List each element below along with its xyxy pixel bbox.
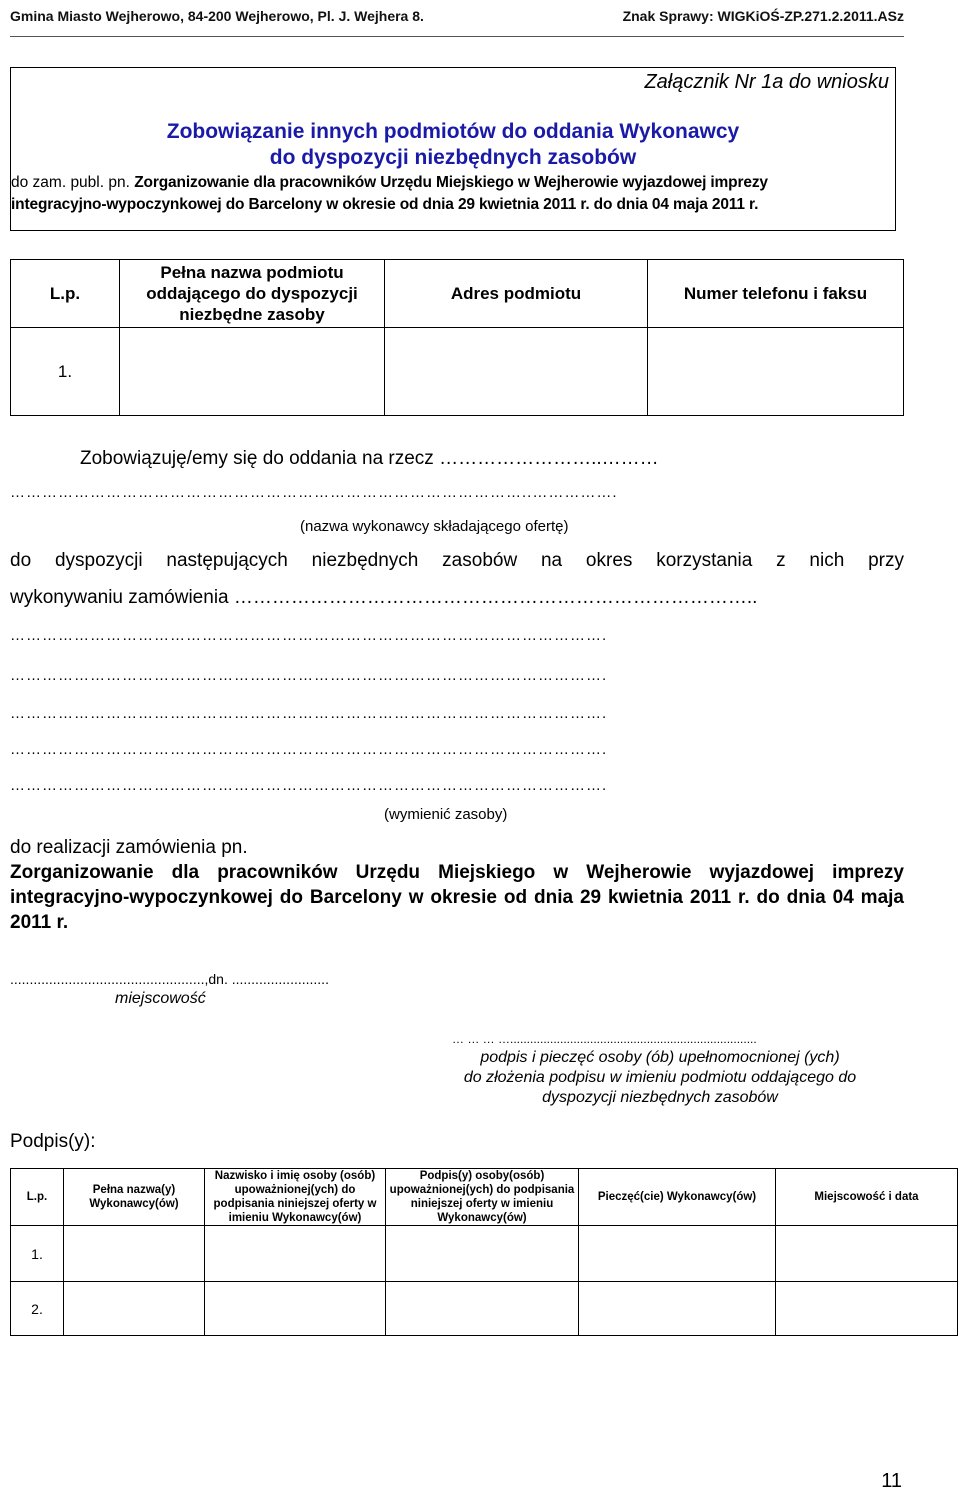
realization-label: do realizacji zamówienia pn. bbox=[10, 837, 248, 858]
resource-line[interactable]: …………………………………………………………………………………………………. bbox=[10, 627, 608, 644]
entity-table bbox=[10, 259, 904, 416]
document-title: Zobowiązanie innych podmiotów do oddania Wykonawcy bbox=[166, 120, 740, 143]
cell-stamp[interactable] bbox=[579, 1282, 776, 1336]
cell-entity-name[interactable] bbox=[120, 328, 385, 416]
cell-place-date[interactable] bbox=[776, 1226, 958, 1282]
resources-paragraph: do dyspozycji następujących niezbędnych zasobów na okres korzystania z nich przy bbox=[10, 550, 904, 571]
signature-line[interactable]: … … … ….......................................................................... bbox=[452, 1032, 757, 1046]
cell-contractor[interactable] bbox=[64, 1226, 205, 1282]
col-place-date: Miejscowość i data bbox=[776, 1169, 958, 1226]
cell-phone-fax[interactable] bbox=[648, 328, 904, 416]
contractor-name-line[interactable]: ……………………………………………………………………………………..……………. bbox=[10, 484, 618, 501]
commitment-line: Zobowiązuję/emy się do oddania na rzecz ……………………..……… bbox=[80, 448, 659, 469]
cell-place-date[interactable] bbox=[776, 1282, 958, 1336]
cell-lp: 1. bbox=[11, 1226, 64, 1282]
signature-caption: podpis i pieczęć osoby (ób) upełnomocnionej (ych) do złożenia podpisu w imieniu podmiotu oddającego do dyspozycji niezbędnych zasobów bbox=[463, 1049, 857, 1106]
resource-line[interactable]: …………………………………………………………………………………………………. bbox=[10, 777, 608, 794]
title-box bbox=[10, 67, 896, 231]
col-entity-name: Pełna nazwa podmiotu oddającego do dyspozycji niezbędne zasoby bbox=[120, 260, 385, 328]
header-institution: Gmina Miasto Wejherowo, 84-200 Wejherowo, Pl. J. Wejhera 8. bbox=[10, 8, 424, 24]
table-row bbox=[11, 1282, 958, 1336]
col-signatures: Podpis(y) osoby(osób) upoważnionej(ych) do podpisania niniejszej oferty w imieniu Wykonawcy(ów) bbox=[386, 1169, 579, 1226]
annex-label: Załącznik Nr 1a do wniosku bbox=[644, 71, 889, 93]
reference-subject-line2: integracyjno-wypoczynkowej do Barcelony w okresie od dnia 29 kwietnia 2011 r. do dnia 04 maja 2011 r. bbox=[11, 196, 759, 213]
cell-address[interactable] bbox=[385, 328, 648, 416]
signatures-table bbox=[10, 1168, 958, 1336]
resource-line[interactable]: …………………………………………………………………………………………………. bbox=[10, 667, 608, 684]
header-divider bbox=[10, 36, 904, 37]
cell-signature[interactable] bbox=[386, 1282, 579, 1336]
cell-stamp[interactable] bbox=[579, 1226, 776, 1282]
document-title-line2: do dyspozycji niezbędnych zasobów bbox=[269, 146, 637, 169]
header-case-number: Znak Sprawy: WIGKiOŚ-ZP.271.2.2011.ASz bbox=[622, 8, 904, 24]
place-label: miejscowość bbox=[115, 990, 206, 1007]
place-date-line[interactable]: ..................................................,dn. ......................... bbox=[10, 971, 329, 987]
resources-hint: (wymienić zasoby) bbox=[384, 806, 508, 823]
cell-lp: 1. bbox=[11, 328, 120, 416]
signatures-label: Podpis(y): bbox=[10, 1131, 96, 1152]
col-lp: L.p. bbox=[11, 1169, 64, 1226]
contractor-hint: (nazwa wykonawcy składającego ofertę) bbox=[300, 518, 569, 535]
page-number: 11 bbox=[881, 1470, 902, 1492]
procurement-reference bbox=[11, 174, 768, 192]
col-contractor-name: Pełna nazwa(y) Wykonawcy(ów) bbox=[64, 1169, 205, 1226]
col-authorized-person: Nazwisko i imię osoby (osób) upoważnionej(ych) do podpisania niniejszej oferty w imieniu Wykonawcy(ów) bbox=[205, 1169, 386, 1226]
col-stamps: Pieczęć(cie) Wykonawcy(ów) bbox=[579, 1169, 776, 1226]
resources-paragraph-cont: wykonywaniu zamówienia ……………………………………………………………………….. bbox=[10, 587, 758, 608]
col-address: Adres podmiotu bbox=[385, 260, 648, 328]
col-lp: L.p. bbox=[11, 260, 120, 328]
cell-contractor[interactable] bbox=[64, 1282, 205, 1336]
cell-person[interactable] bbox=[205, 1282, 386, 1336]
cell-signature[interactable] bbox=[386, 1226, 579, 1282]
cell-person[interactable] bbox=[205, 1226, 386, 1282]
cell-lp: 2. bbox=[11, 1282, 64, 1336]
reference-prefix: do zam. publ. pn. bbox=[11, 174, 135, 191]
table-row bbox=[11, 328, 904, 416]
resource-line[interactable]: …………………………………………………………………………………………………. bbox=[10, 705, 608, 722]
order-subject: Zorganizowanie dla pracowników Urzędu Miejskiego w Wejherowie wyjazdowej imprezy integracyjno-wypoczynkowej do Barcelony w okresie od dnia 29 kwietnia 2011 r. do dnia 04 maja 2011 r. bbox=[10, 862, 904, 933]
table-row bbox=[11, 1226, 958, 1282]
resource-line[interactable]: …………………………………………………………………………………………………. bbox=[10, 741, 608, 758]
reference-subject: Zorganizowanie dla pracowników Urzędu Miejskiego w Wejherowie wyjazdowej imprezy bbox=[134, 174, 768, 191]
col-phone-fax: Numer telefonu i faksu bbox=[648, 260, 904, 328]
